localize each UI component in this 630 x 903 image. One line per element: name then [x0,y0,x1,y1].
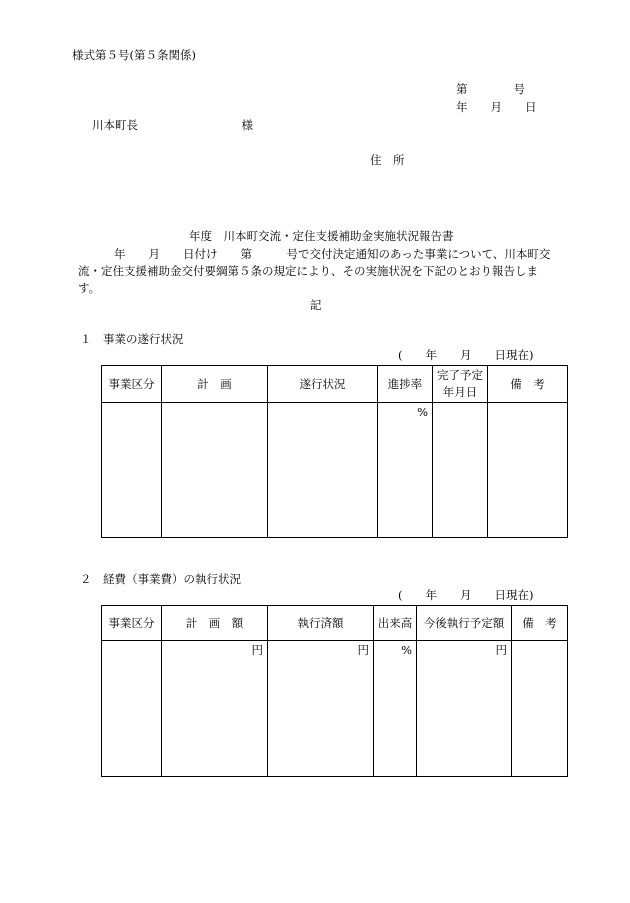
col-completion-date [433,366,488,403]
cell-remarks[interactable] [488,403,568,538]
expenditure-table-header [102,606,568,641]
col-project-category: 事業区分 [102,606,162,641]
percent-unit: % [417,405,428,419]
document-date: 年 月 日 [456,100,537,114]
col-remarks: 備 考 [512,606,568,641]
percent-unit: % [401,643,412,657]
progress-table-row [102,403,568,538]
col-progress-rate: 進捗率 [378,366,433,403]
progress-table [101,365,568,538]
cell-output[interactable] [374,641,417,777]
expenditure-table-row [102,641,568,777]
yen-unit: 円 [251,643,263,657]
col-plan: 計 画 [162,366,268,403]
section2-as-of: ( 年 月 日現在) [398,588,534,602]
cell-executed-amount[interactable] [268,641,374,777]
document-number: 第 号 [456,82,525,96]
ki-label: 記 [310,298,322,312]
col-executed-amount: 執行済額 [268,606,374,641]
report-title: 年度 川本町交流・定住支援補助金実施状況報告書 [189,229,454,243]
cell-completion-date[interactable] [433,403,488,538]
section1-heading: １ 事業の遂行状況 [80,332,184,346]
section2-heading: ２ 経費（事業費）の執行状況 [80,572,241,586]
completion-date-line2: 年月日 [442,385,478,399]
form-number: 様式第５号(第５条関係) [72,48,196,62]
completion-date-line1: 完了予定 [437,368,483,382]
cell-project-category[interactable] [102,403,162,538]
col-progress-status: 遂行状況 [268,366,378,403]
col-remarks: 備 考 [488,366,568,403]
intro-paragraph: 年 月 日付け 第 号で交付決定通知のあった事業について、川本町交流・定住支援補助金交付要綱第５条の規定により、その実施状況を下記のとおり報告します。 [78,247,551,295]
cell-progress-status[interactable] [268,403,378,538]
cell-progress-rate[interactable] [378,403,433,538]
yen-unit: 円 [495,643,507,657]
cell-project-category[interactable] [102,641,162,777]
section1-as-of: ( 年 月 日現在) [398,348,534,362]
col-output: 出来高 [374,606,417,641]
col-project-category: 事業区分 [102,366,162,403]
cell-planned-amount[interactable] [162,641,268,777]
expenditure-table [101,605,568,777]
cell-future-planned-amount[interactable] [417,641,512,777]
col-future-planned-amount: 今後執行予定額 [417,606,512,641]
address-label: 住 所 [370,153,405,167]
progress-table-header [102,366,568,403]
col-planned-amount: 計 画 額 [162,606,268,641]
cell-remarks[interactable] [512,641,568,777]
cell-plan[interactable] [162,403,268,538]
yen-unit: 円 [357,643,369,657]
addressee: 川本町長 様 [92,118,253,132]
